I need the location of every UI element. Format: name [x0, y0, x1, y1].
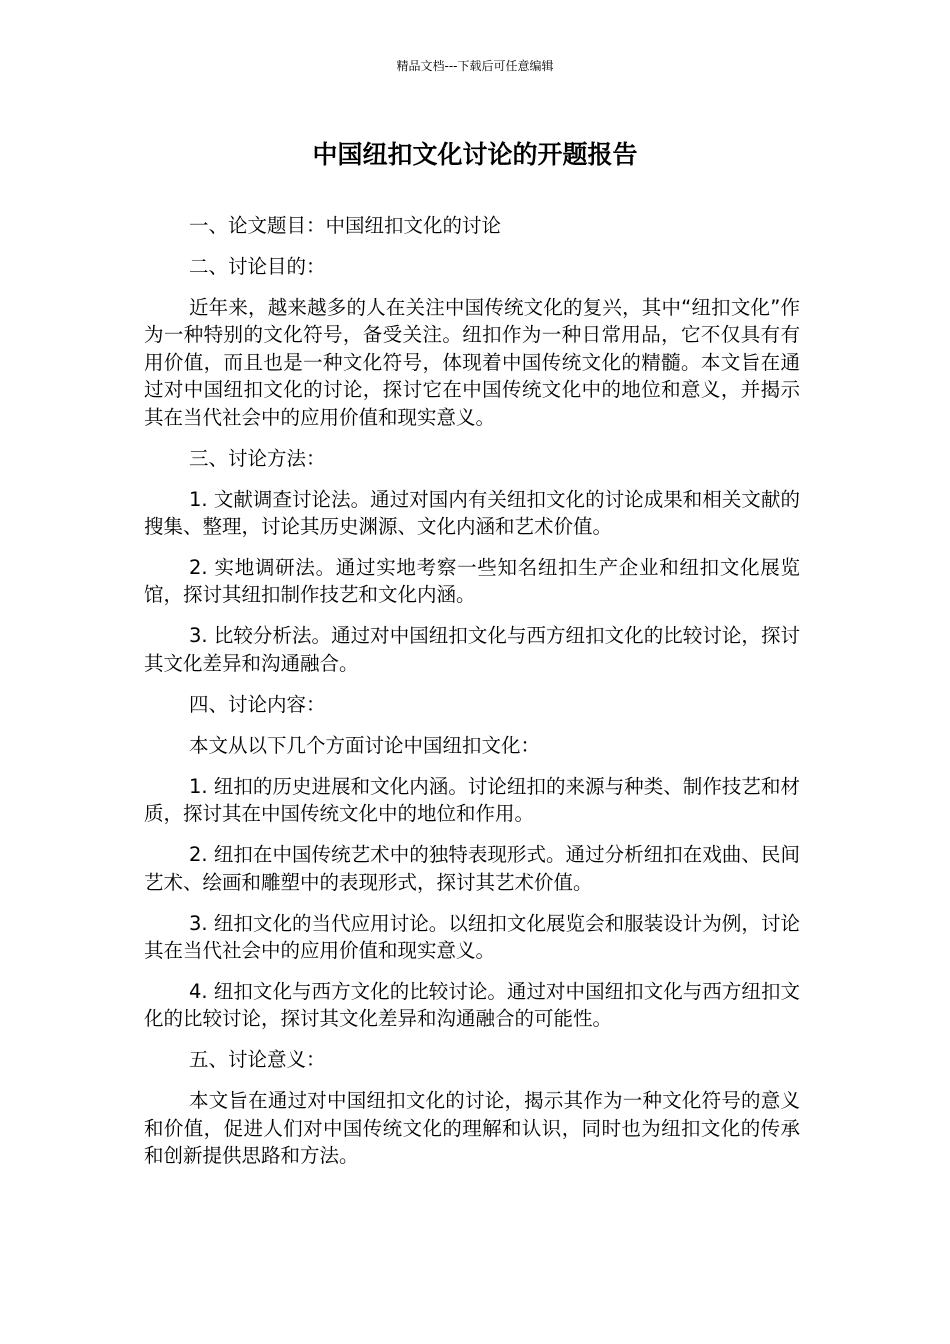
paragraph-purpose: 近年来，越来越多的人在关注中国传统文化的复兴，其中“纽扣文化”作为一种特别的文化符号，备受关注。纽扣作为一种日常用品，它不仅具有有用价值，而且也是一种文化符号，体现着中国传统文化的精髓。本文旨在通过对中国纽扣文化的讨论，探讨它在中国传统文化中的地位和意义，并揭示其在当代社会中的应用价值和现实意义。 — [144, 296, 800, 429]
section-heading-content: 四、讨论内容： — [189, 692, 326, 716]
content-item-3: 3. 纽扣文化的当代应用讨论。以纽扣文化展览会和服装设计为例，讨论其在当代社会中的应用价值和现实意义。 — [144, 911, 800, 963]
method-item-1: 1. 文献调查讨论法。通过对国内有关纽扣文化的讨论成果和相关文献的搜集、整理，讨论其历史渊源、文化内涵和艺术价值。 — [144, 487, 800, 539]
method-item-3: 3. 比较分析法。通过对中国纽扣文化与西方纽扣文化的比较讨论，探讨其文化差异和沟通融合。 — [144, 624, 800, 675]
content-item-4: 4. 纽扣文化与西方文化的比较讨论。通过对中国纽扣文化与西方纽扣文化的比较讨论，探讨其文化差异和沟通融合的可能性。 — [144, 980, 800, 1031]
content-item-2: 2. 纽扣在中国传统艺术中的独特表现形式。通过分析纽扣在戏曲、民间艺术、绘画和雕塑中的表现形式，探讨其艺术价值。 — [144, 843, 800, 894]
method-item-2: 2. 实地调研法。通过实地考察一些知名纽扣生产企业和纽扣文化展览馆，探讨其纽扣制作技艺和文化内涵。 — [144, 556, 800, 607]
section-heading-significance: 五、讨论意义： — [189, 1048, 326, 1072]
document-title: 中国纽扣文化讨论的开题报告 — [312, 140, 638, 169]
section-heading-topic: 一、论文题目：中国纽扣文化的讨论 — [189, 214, 502, 237]
paragraph-content-intro: 本文从以下几个方面讨论中国纽扣文化： — [189, 733, 541, 757]
document-body — [144, 212, 800, 1183]
header-note: 精品文档---下载后可任意编辑 — [396, 59, 554, 73]
paragraph-significance: 本文旨在通过对中国纽扣文化的讨论，揭示其作为一种文化符号的意义和价值，促进人们对中国传统文化的理解和认识，同时也为纽扣文化的传承和创新提供思路和方法。 — [144, 1089, 800, 1168]
content-item-1: 1. 纽扣的历史进展和文化内涵。讨论纽扣的来源与种类、制作技艺和材质，探讨其在中国传统文化中的地位和作用。 — [144, 774, 800, 826]
section-heading-purpose: 二、讨论目的： — [189, 255, 326, 278]
section-heading-methods: 三、讨论方法： — [189, 446, 326, 470]
